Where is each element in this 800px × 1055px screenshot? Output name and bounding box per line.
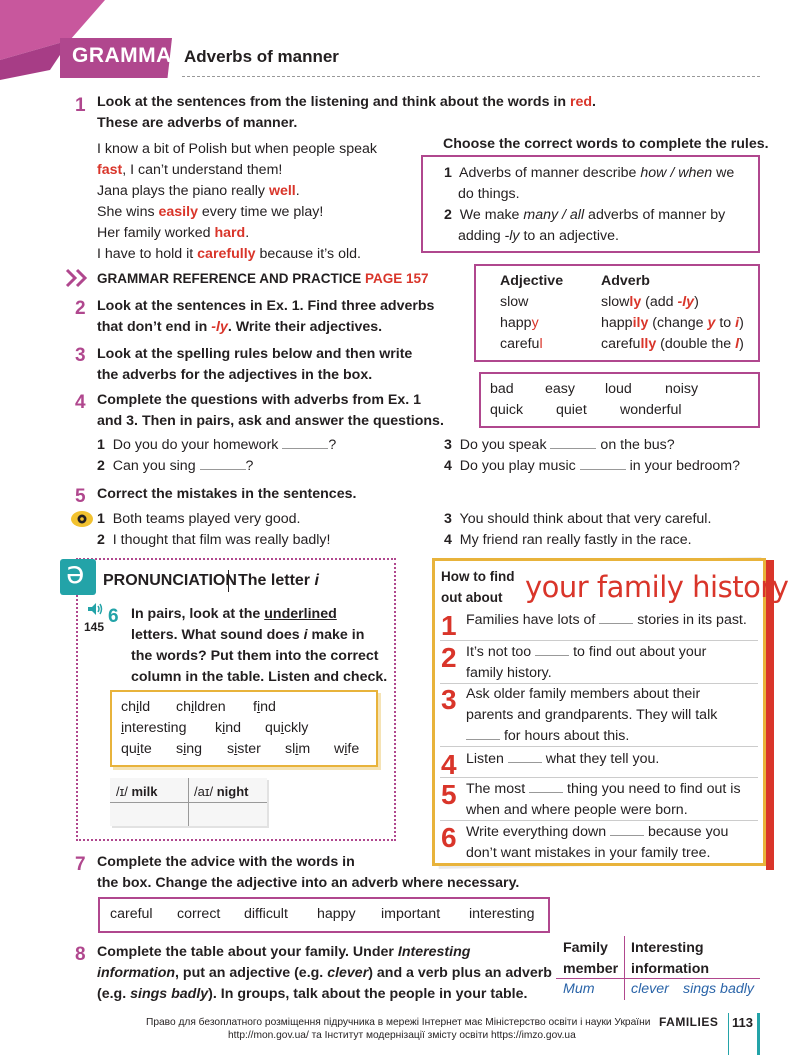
answer-blank[interactable]: [610, 823, 644, 836]
word-bad: bad: [490, 381, 514, 397]
tip-3-text: Ask older family members about their parents and grandparents. They will talk for hours about this.: [466, 686, 718, 744]
word-wife: wife: [334, 741, 360, 757]
pronunciation-title: The letter i: [238, 572, 319, 589]
audio-speaker-icon[interactable]: [87, 602, 103, 616]
word-correct: correct: [177, 906, 221, 922]
answer-blank[interactable]: [508, 750, 542, 763]
ex3-number: 3: [75, 345, 86, 366]
ex5-s4: 4 My friend ran really fastly in the race.: [444, 532, 692, 548]
ex1-line-3: Jana plays the piano really well.: [97, 183, 300, 199]
tip-5-number: 5: [441, 779, 457, 810]
family-table-header-2: Interesting information: [631, 940, 710, 977]
word-happy: happy: [317, 906, 356, 922]
word-loud: loud: [605, 381, 632, 397]
ex1-number: 1: [75, 95, 86, 116]
tip-5-text: The most thing you need to find out is when and where people were born.: [466, 781, 741, 818]
family-table-adjective: clever: [631, 981, 669, 997]
rule-1: 1 Adverbs of manner describe how / when we: [444, 165, 735, 181]
ex7-instruction: Complete the advice with the words in the box. Change the adjective into an adverb where necessary.: [97, 854, 520, 891]
word-child: child: [121, 699, 151, 715]
word-slim: slim: [285, 741, 311, 757]
ex6-instruction: In pairs, look at the underlined letters. What sound does i make in the words? Put them into the correct column in the table. Listen and check.: [131, 606, 388, 685]
ex5-s3: 3 You should think about that very careful.: [444, 511, 712, 527]
tip-6-text: Write everything down because you don’t want mistakes in your family tree.: [466, 824, 729, 861]
tip-1-number: 1: [441, 610, 457, 641]
sound-col-i: /ɪ/ milk: [116, 784, 158, 799]
tip-1-text: Families have lots of stories in its past.: [466, 612, 747, 628]
ex4-q4: 4 Do you play music in your bedroom?: [444, 458, 740, 474]
ex6-number: 6: [108, 606, 119, 627]
rule-1-cont: do things.: [458, 186, 520, 202]
ex1-line-4: She wins easily every time we play!: [97, 204, 324, 220]
footer-section: FAMILIES: [659, 1015, 719, 1029]
ex1-line-6: I have to hold it carefully because it’s old.: [97, 246, 361, 262]
adj-happy: happy: [500, 315, 539, 331]
tip-2-number: 2: [441, 642, 457, 673]
copyright-notice-1: Право для безоплатного розміщення підручника в мережі Інтернет має Міністерство освіти і науки України: [146, 1017, 651, 1028]
answer-blank[interactable]: [580, 457, 626, 470]
tip-6-number: 6: [441, 822, 457, 853]
word-quite: quite: [121, 741, 152, 757]
grammar-label: GRAMMAR: [72, 44, 188, 67]
rules-heading: Choose the correct words to complete the rules.: [443, 136, 769, 152]
answer-blank[interactable]: [282, 436, 328, 449]
tip-separator: [440, 777, 758, 778]
word-difficult: difficult: [244, 906, 288, 922]
answer-blank[interactable]: [550, 436, 596, 449]
family-table-verb-adverb: sings badly: [683, 981, 754, 997]
word-kind: kind: [215, 720, 242, 736]
ex4-q1: 1 Do you do your homework ?: [97, 437, 337, 453]
ex8-number: 8: [75, 944, 86, 965]
tip-separator: [440, 640, 758, 641]
sound-table-divider: [188, 778, 189, 826]
answer-blank[interactable]: [466, 727, 500, 740]
family-table-member: Mum: [563, 981, 595, 997]
adj-slow: slow: [500, 294, 529, 310]
rule-2: 2 We make many / all adverbs of manner by: [444, 207, 726, 223]
family-table-header-1: Family member: [563, 940, 619, 977]
word-noisy: noisy: [665, 381, 699, 397]
adv-happily: happily (change y to i): [601, 315, 744, 331]
word-quiet: quiet: [556, 402, 587, 418]
answer-blank[interactable]: [529, 780, 563, 793]
ex4-instruction: Complete the questions with adverbs from Ex. 1 and 3. Then in pairs, ask and answer the questions.: [97, 392, 444, 429]
ex5-number: 5: [75, 486, 86, 507]
ex8-instruction: Complete the table about your family. Under Interesting information, put an adjective (e.g. clever) and a verb plus an adverb (e.g. sings badly). In groups, talk about the people in your table.: [97, 944, 552, 1002]
ex4-q2: 2 Can you sing ?: [97, 458, 254, 474]
word-children: children: [176, 699, 226, 715]
ex3-instruction: Look at the spelling rules below and then write the adverbs for the adjectives in the box.: [97, 346, 413, 383]
ex5-instruction: Correct the mistakes in the sentences.: [97, 486, 357, 502]
copyright-notice-2: http://mon.gov.ua/ та Інститут модернізації змісту освіти https://imzo.gov.ua: [228, 1030, 576, 1041]
family-history-title: your family history: [525, 570, 789, 604]
ex7-number: 7: [75, 854, 86, 875]
tip-4-number: 4: [441, 749, 457, 780]
word-sing: sing: [176, 741, 203, 757]
ex2-number: 2: [75, 298, 86, 319]
ex1-line-2: fast, I can’t understand them!: [97, 162, 283, 178]
ex5-s1: 1 Both teams played very good.: [97, 511, 301, 527]
word-quick: quick: [490, 402, 524, 418]
adj-header: Adjective: [500, 273, 564, 289]
page-number: 113: [732, 1015, 753, 1030]
tip-2-text: It’s not too to find out about your family history.: [466, 644, 707, 681]
rule-2-cont: adding -ly to an adjective.: [458, 228, 619, 244]
eye-icon: [70, 510, 94, 528]
ex1-line-5: Her family worked hard.: [97, 225, 250, 241]
family-table-divider: [624, 936, 625, 1000]
ex1-line-1: I know a bit of Polish but when people speak: [97, 141, 377, 157]
word-careful: careful: [110, 906, 153, 922]
tip-4-text: Listen what they tell you.: [466, 751, 660, 767]
ex4-number: 4: [75, 392, 86, 413]
word-interesting: interesting: [469, 906, 535, 922]
adj-careful: careful: [500, 336, 543, 352]
adv-slowly: slowly (add -ly): [601, 294, 699, 310]
tip-3-number: 3: [441, 684, 457, 715]
word-easy: easy: [545, 381, 575, 397]
adv-carefully: carefully (double the l): [601, 336, 744, 352]
answer-blank[interactable]: [599, 611, 633, 624]
section-title: Adverbs of manner: [184, 47, 339, 66]
answer-blank[interactable]: [535, 643, 569, 656]
audio-track-number: 145: [84, 620, 105, 634]
header-rule: [182, 76, 760, 77]
ex1-instruction: Look at the sentences from the listening and think about the words in red. These are adverbs of manner.: [97, 94, 596, 131]
word-important: important: [381, 906, 441, 922]
adv-header: Adverb: [601, 273, 650, 289]
ex2-instruction: Look at the sentences in Ex. 1. Find three adverbs that don’t end in -ly. Write their adjectives.: [97, 298, 435, 335]
label-divider: [228, 570, 229, 592]
schwa-symbol: ə: [66, 556, 85, 591]
double-chevron-icon: [64, 268, 92, 288]
word-interesting: interesting: [121, 720, 187, 736]
pronunciation-label: PRONUNCIATION: [103, 572, 237, 589]
word-sister: sister: [227, 741, 261, 757]
grammar-reference-link[interactable]: GRAMMAR REFERENCE AND PRACTICE PAGE 157: [97, 271, 429, 286]
tip-separator: [440, 820, 758, 821]
ex4-q3: 3 Do you speak on the bus?: [444, 437, 675, 453]
family-history-accent: [766, 560, 774, 870]
word-quickly: quickly: [265, 720, 309, 736]
family-history-intro: How to find out about: [441, 569, 515, 605]
sound-col-ai: /aɪ/ night: [194, 784, 249, 799]
word-find: find: [253, 699, 276, 715]
ex5-s2: 2 I thought that film was really badly!: [97, 532, 331, 548]
word-wonderful: wonderful: [620, 402, 682, 418]
answer-blank[interactable]: [200, 457, 246, 470]
tip-separator: [440, 746, 758, 747]
